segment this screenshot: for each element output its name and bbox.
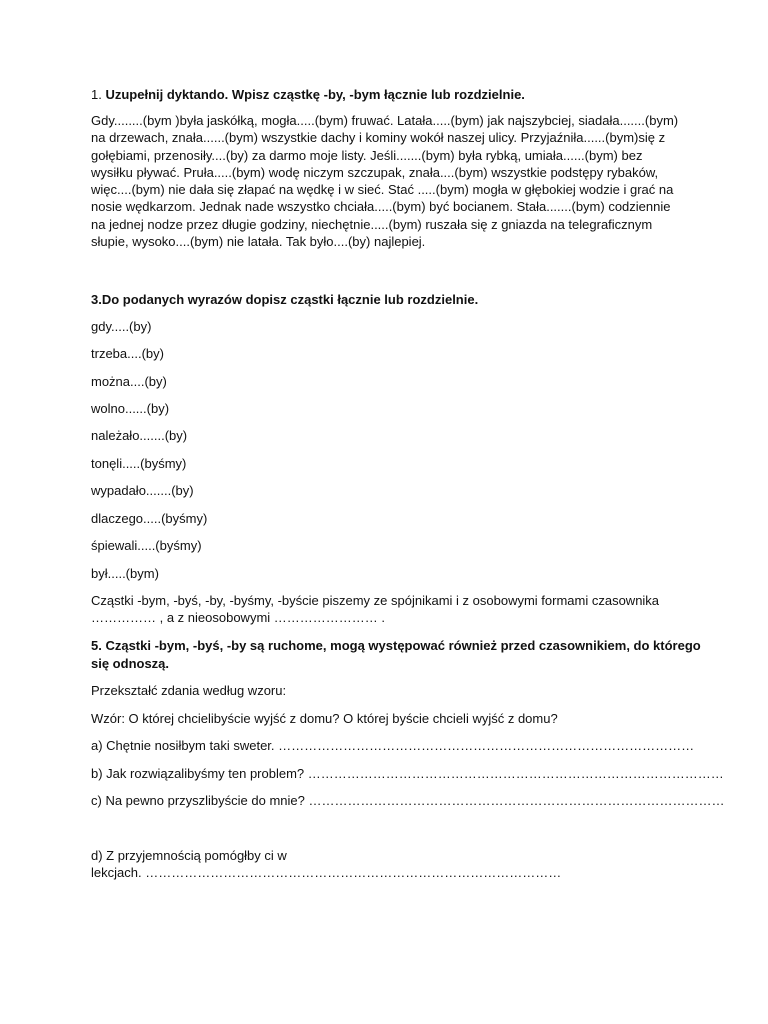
task5-item-b: b) Jak rozwiązalibyśmy ten problem? …………………………………………………………………………………… xyxy=(91,766,724,781)
task5-example: Wzór: O której chcielibyście wyjść z domu? O której byście chcieli wyjść z domu? xyxy=(91,711,558,726)
task3-rule-line: …………… , a z nieosobowymi …………………… . xyxy=(91,610,385,625)
task3-rule-line: Cząstki -bym, -byś, -by, -byśmy, -byście piszemy ze spójnikami i z osobowymi formami czasownika xyxy=(91,593,660,608)
task1-dictation-paragraph: Gdy........(bym )była jaskółką, mogła.....(bym) fruwać. Latała.....(bym) jak najszybciej, siadała.......(bym) na drzewach, znała......(bym) wszystkie dachy i kominy wokół naszej ulicy. Przyjaźniła......(bym)się z gołębiami, przenosiły....(by) za darmo moje listy. Jeśli.......(bym) była rybką, umiała......(bym) bez wysiłku pływać. Pruła.....(bym) wodę niczym szczupak, znała....(bym) wszystkie podstępy rybaków, więc....(bym) nie dała się złapać na wędkę i w sieć. Stać .....(bym) mogła w głębokiej wodzie i grać na nosie wędkarzom. Jednak nade wszystko chciała.....(bym) być bocianem. Stała.......(bym) codziennie na jednej nodze przez długie godziny, niechętnie.....(bym) ruszała się z gniazda na telegraficznym słupie, wysoko....(bym) nie latała. Tak było....(by) najlepiej. xyxy=(91,113,679,250)
task1-title: Uzupełnij dyktando. Wpisz cząstkę -by, -bym łącznie lub rozdzielnie. xyxy=(105,87,525,102)
task3-item: był.....(bym) xyxy=(91,566,159,581)
task1-number: 1. xyxy=(91,87,102,102)
task3-title: 3.Do podanych wyrazów dopisz cząstki łącznie lub rozdzielnie. xyxy=(91,292,479,307)
task3-item: należało.......(by) xyxy=(91,428,188,443)
task5-item-a: a) Chętnie nosiłbym taki sweter. …………………………………………………………………………………… xyxy=(91,738,695,753)
task5-instruction: Przekształć zdania według wzoru: xyxy=(91,683,287,698)
task3-item: trzeba....(by) xyxy=(91,346,164,361)
task5-title: się odnoszą. xyxy=(91,656,170,671)
task5-item-d: lekcjach. …………………………………………………………………………………… xyxy=(91,865,562,880)
task5-item-c: c) Na pewno przyszlibyście do mnie? …………………………………………………………………………………… xyxy=(91,793,725,808)
task3-item: tonęli.....(byśmy) xyxy=(91,456,187,471)
task5-item-d: d) Z przyjemnością pomógłby ci w xyxy=(91,848,287,863)
task3-item: śpiewali.....(byśmy) xyxy=(91,538,202,553)
task3-item: wolno......(by) xyxy=(91,401,170,416)
task3-item: wypadało.......(by) xyxy=(91,483,194,498)
task1-heading xyxy=(91,86,525,103)
task3-item: gdy.....(by) xyxy=(91,319,152,334)
task3-item: dlaczego.....(byśmy) xyxy=(91,511,208,526)
task5-title: 5. Cząstki -bym, -byś, -by są ruchome, mogą występować również przed czasownikiem, do którego xyxy=(91,638,701,653)
task3-item: można....(by) xyxy=(91,374,167,389)
